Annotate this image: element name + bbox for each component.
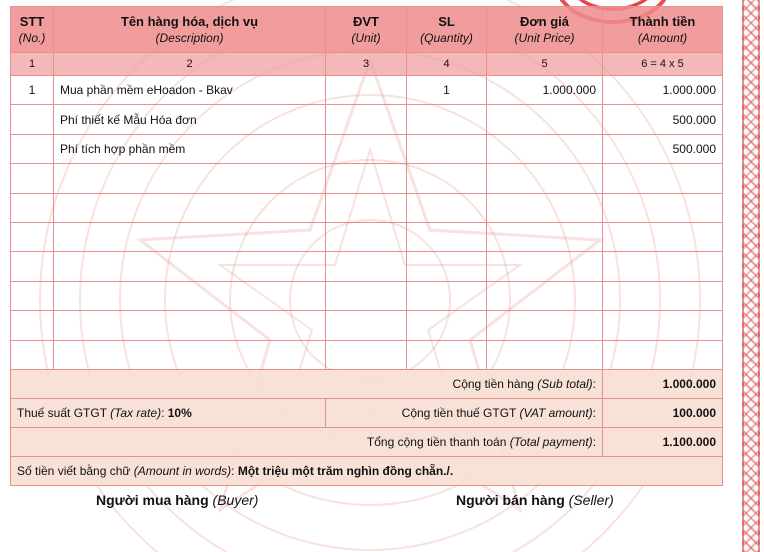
table-header-row	[11, 7, 723, 53]
subtotal-label: Cộng tiền hàng	[452, 376, 534, 391]
item-no	[11, 281, 54, 310]
tax-rate-label-en: (Tax rate)	[110, 405, 162, 420]
item-amount: 1.000.000	[603, 76, 723, 105]
vat-label: Cộng tiền thuế GTGT	[401, 405, 517, 420]
item-unit-price	[487, 193, 603, 222]
buyer-label-en: (Buyer)	[212, 492, 259, 508]
words-label-en: (Amount in words)	[133, 463, 232, 478]
total-label-cell: Tổng cộng tiền thanh toán (Total payment):	[11, 427, 603, 456]
item-amount	[603, 281, 723, 310]
item-unit-price	[487, 134, 603, 163]
amount-in-words-row	[11, 456, 723, 485]
item-amount	[603, 222, 723, 251]
column-number: 5	[487, 53, 603, 76]
item-description: Phí thiết kế Mẫu Hóa đơn	[54, 105, 326, 134]
item-quantity	[407, 164, 487, 193]
column-number: 3	[326, 53, 407, 76]
item-unit-price	[487, 252, 603, 281]
col-header-sublabel: (Amount)	[637, 31, 688, 46]
subtotal-label-cell: Cộng tiền hàng (Sub total):	[11, 369, 603, 398]
item-unit-price	[487, 164, 603, 193]
column-number: 2	[54, 53, 326, 76]
item-description	[54, 340, 326, 369]
total-row	[11, 427, 723, 456]
vat-value: 100.000	[603, 398, 723, 427]
item-unit-price	[487, 311, 603, 340]
tax-rate-label: Thuế suất GTGT	[17, 405, 107, 420]
vat-label-en: (VAT amount)	[519, 405, 593, 420]
seller-signature-label	[456, 492, 614, 508]
buyer-label: Người mua hàng	[96, 492, 209, 508]
col-header-label: ĐVT	[353, 13, 379, 29]
tax-rate-value: 10%	[167, 405, 192, 420]
table-row	[11, 193, 723, 222]
item-quantity	[407, 281, 487, 310]
item-description	[54, 252, 326, 281]
total-value: 1.100.000	[603, 427, 723, 456]
item-no	[11, 134, 54, 163]
item-description: Phí tích hợp phần mềm	[54, 134, 326, 163]
item-unit-price	[487, 340, 603, 369]
item-no: 1	[11, 76, 54, 105]
item-amount	[603, 340, 723, 369]
col-header-label: Thành tiền	[629, 13, 696, 29]
item-unit	[326, 281, 407, 310]
item-unit	[326, 134, 407, 163]
item-quantity	[407, 311, 487, 340]
column-number-row	[11, 53, 723, 76]
item-description	[54, 281, 326, 310]
column-number: 6 = 4 x 5	[603, 53, 723, 76]
item-quantity	[407, 340, 487, 369]
subtotal-row	[11, 369, 723, 398]
item-amount	[603, 193, 723, 222]
item-no	[11, 340, 54, 369]
col-header-unit	[326, 7, 407, 53]
table-row	[11, 340, 723, 369]
col-header-label: Đơn giá	[520, 13, 569, 29]
table-row	[11, 252, 723, 281]
invoice-table	[10, 6, 723, 486]
words-label: Số tiền viết bằng chữ	[17, 463, 131, 478]
col-header-unit-price	[487, 7, 603, 53]
table-row	[11, 134, 723, 163]
column-number: 4	[407, 53, 487, 76]
col-header-sublabel: (Quantity)	[420, 31, 473, 46]
words-value: Một triệu một trăm nghìn đồng chẵn./.	[237, 463, 454, 478]
item-no	[11, 105, 54, 134]
item-unit	[326, 252, 407, 281]
item-description: Mua phần mềm eHoadon - Bkav	[54, 76, 326, 105]
col-header-description	[54, 7, 326, 53]
item-description	[54, 311, 326, 340]
item-unit	[326, 311, 407, 340]
col-header-sublabel: (Unit)	[351, 31, 381, 46]
item-amount	[603, 311, 723, 340]
item-unit-price: 1.000.000	[487, 76, 603, 105]
seller-label-en: (Seller)	[568, 492, 614, 508]
item-quantity	[407, 193, 487, 222]
item-description	[54, 222, 326, 251]
item-quantity	[407, 105, 487, 134]
buyer-signature-label	[96, 492, 258, 508]
col-header-label: STT	[19, 13, 45, 29]
col-header-amount	[603, 7, 723, 53]
item-unit-price	[487, 281, 603, 310]
item-unit	[326, 105, 407, 134]
item-amount	[603, 164, 723, 193]
subtotal-label-en: (Sub total)	[537, 376, 593, 391]
item-no	[11, 164, 54, 193]
table-row	[11, 105, 723, 134]
item-unit-price	[487, 222, 603, 251]
tax-rate-cell: Thuế suất GTGT (Tax rate): 10%	[11, 398, 326, 427]
item-unit	[326, 222, 407, 251]
item-amount: 500.000	[603, 134, 723, 163]
item-description	[54, 164, 326, 193]
table-row	[11, 222, 723, 251]
item-unit	[326, 76, 407, 105]
item-unit	[326, 193, 407, 222]
item-no	[11, 222, 54, 251]
tax-row	[11, 398, 723, 427]
column-number: 1	[11, 53, 54, 76]
item-amount	[603, 252, 723, 281]
amount-in-words-cell: Số tiền viết bằng chữ (Amount in words): Một triệu một trăm nghìn đồng chẵn./.	[11, 456, 723, 485]
col-header-sublabel: (No.)	[18, 31, 46, 46]
item-quantity	[407, 222, 487, 251]
decorative-border	[742, 0, 760, 552]
item-quantity	[407, 252, 487, 281]
table-row	[11, 281, 723, 310]
subtotal-value: 1.000.000	[603, 369, 723, 398]
item-quantity	[407, 134, 487, 163]
seller-label: Người bán hàng	[456, 492, 565, 508]
total-label: Tổng cộng tiền thanh toán	[366, 434, 507, 449]
item-amount: 500.000	[603, 105, 723, 134]
item-no	[11, 193, 54, 222]
col-header-label: SL	[438, 13, 455, 29]
col-header-label: Tên hàng hóa, dịch vụ	[120, 13, 259, 29]
table-row	[11, 311, 723, 340]
table-row	[11, 164, 723, 193]
col-header-sublabel: (Unit Price)	[514, 31, 575, 46]
total-label-en: (Total payment)	[509, 434, 593, 449]
item-unit	[326, 164, 407, 193]
item-rows	[11, 76, 723, 370]
item-no	[11, 311, 54, 340]
vat-label-cell: Cộng tiền thuế GTGT (VAT amount):	[326, 398, 603, 427]
col-header-sublabel: (Description)	[155, 31, 224, 46]
item-no	[11, 252, 54, 281]
col-header-no	[11, 7, 54, 53]
table-row	[11, 76, 723, 105]
item-unit-price	[487, 105, 603, 134]
item-quantity: 1	[407, 76, 487, 105]
col-header-quantity	[407, 7, 487, 53]
item-unit	[326, 340, 407, 369]
item-description	[54, 193, 326, 222]
